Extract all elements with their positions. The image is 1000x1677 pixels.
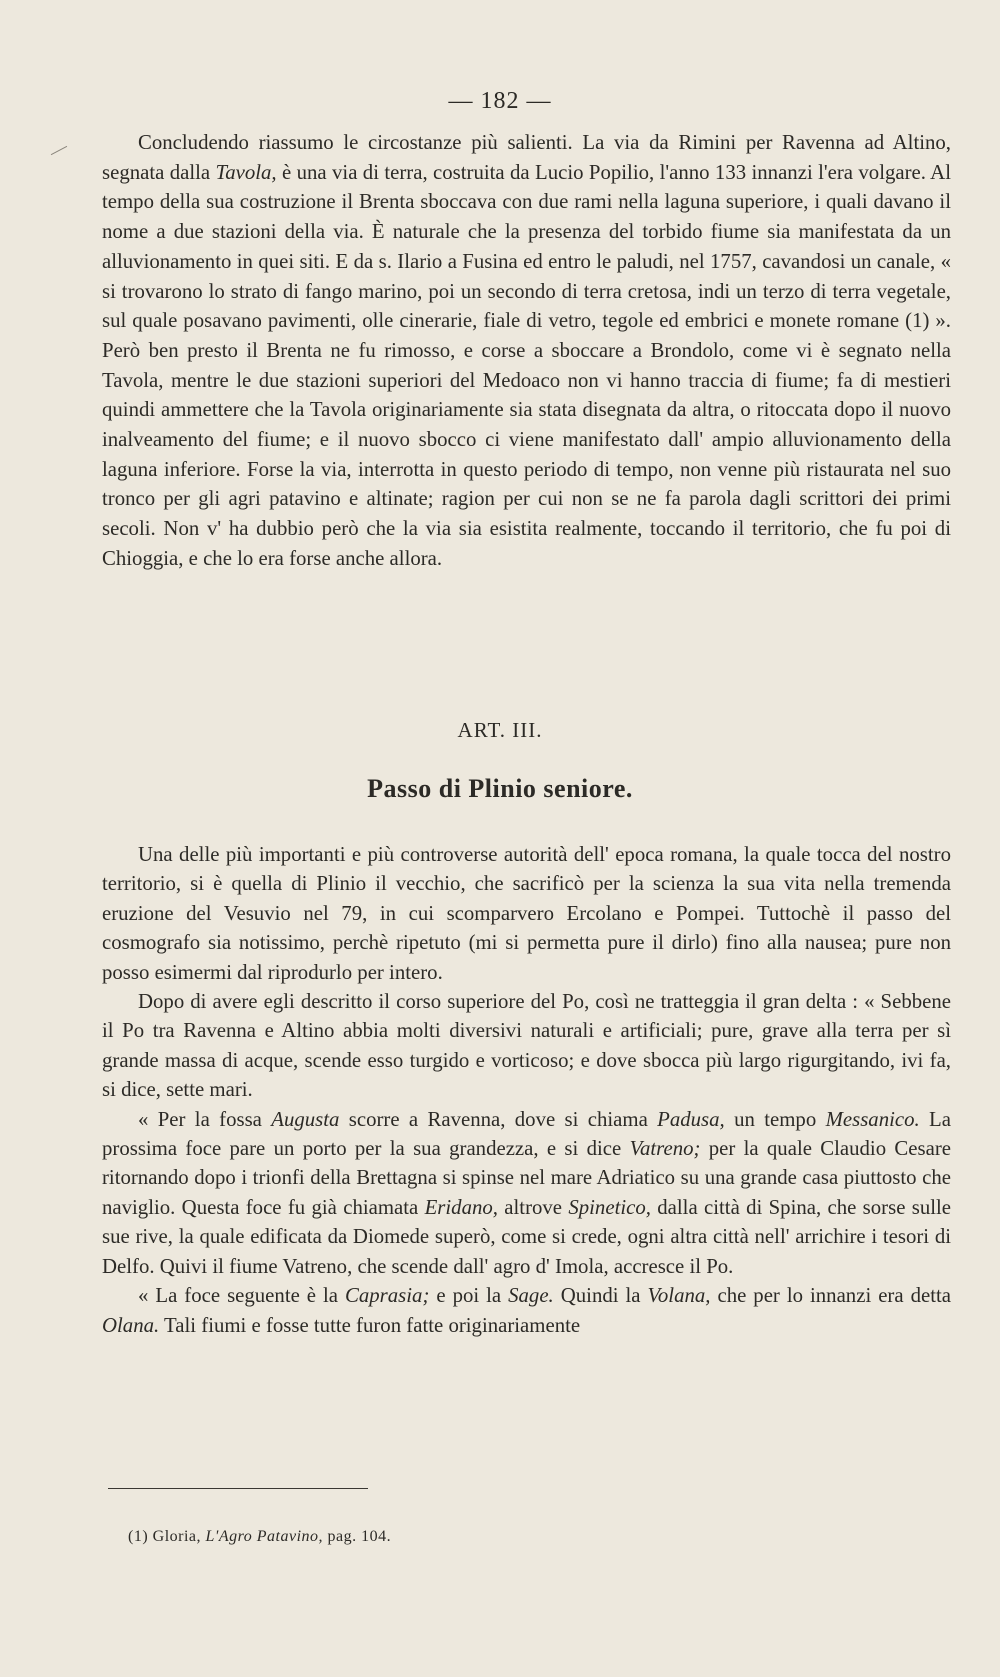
paragraph xyxy=(102,840,951,987)
text-run: « Per la fossa xyxy=(138,1107,272,1131)
body-text xyxy=(102,840,951,1340)
italic-text: Tavola, xyxy=(215,160,277,184)
italic-text: Vatreno; xyxy=(629,1137,701,1161)
section-title: Passo di Plinio seniore. xyxy=(367,774,633,803)
text-run: un tempo xyxy=(724,1107,826,1131)
footnote xyxy=(128,1528,391,1546)
text-run: Una delle più importanti e più controverse autorità dell' epoca romana, la quale tocca del nostro territorio, si è quella di Plinio il vecchio, che sacrificò per la scienza la sua vita nella tremenda eruzione del Vesuvio nel 79, in cui scomparvero Ercolano e Pompei. Tuttochè il passo del cosmografo sia notissimo, perchè ripetuto (mi si permetta pure il dirlo) fino alla nausea; pure non posso esimermi dal riprodurlo per intero. xyxy=(102,843,951,984)
text-run: è una via di terra, costruita da Lucio Popilio, l'anno 133 innanzi l'era volgare. Al tempo della sua costruzione il Brenta sboccava con due rami nella laguna superiore, i quali davano il nome a due stazioni della via. È naturale che la presenza del torbido fiume sia manifestata da un alluvionamento in quei siti. E da s. Ilario a Fusina ed entro le paludi, nel 1757, cavandosi un canale, « si trovarono lo strato di fango marino, poi un secondo di terra cretosa, indi un terzo di terra vegetale, sul quale posavano pavimenti, olle cinerarie, fiale di vetro, tegole ed embrici e monete romane (1) ». Però ben presto il Brenta ne fu rimosso, e corse a sboccare a Brondolo, come vi è segnato nella Tavola, mentre le due stazioni superiori del Medoaco non vi hanno traccia di fiume; fa di mestieri quindi ammettere che la Tavola originariamente sia stata disegnata da altra, o ritoccata dopo il nuovo inalveamento del fiume; e il nuovo sbocco ci viene manifestato dall' ampio alluvionamento della laguna inferiore. Forse la via, interrotta in questo periodo di tempo, non venne più ristaurata nel suo tronco per gli agri patavino e altinate; ragion per cui non se ne fa parola dagli scrittori dei primi secoli. Non v' ha dubbio però che la via sia esistita realmente, toccando il territorio, che fu poi di Chioggia, e che lo era forse anche allora. xyxy=(102,160,951,570)
italic-text: L'Agro Patavino, xyxy=(205,1528,324,1545)
text-run: Quindi la xyxy=(553,1284,648,1308)
italic-text: Padusa, xyxy=(657,1107,725,1131)
text-run: e poi la xyxy=(429,1284,509,1308)
footnote-divider xyxy=(108,1488,368,1489)
text-run: La prossima foce pare un porto per la sua grandezza, e si dice xyxy=(102,1107,951,1161)
paragraph xyxy=(102,987,951,1105)
text-run: « La foce seguente è la xyxy=(138,1284,346,1308)
text-run: che per lo innanzi era detta xyxy=(710,1284,951,1308)
italic-text: Augusta xyxy=(271,1107,340,1131)
text-run: per la quale Claudio Cesare ritornando dopo i trionfi della Brettagna si spinse nel mare Adriatico su una grande casa piuttosto che naviglio. Questa foce fu già chiamata xyxy=(102,1137,951,1219)
margin-pencil-mark xyxy=(51,146,67,155)
italic-text: Eridano, xyxy=(424,1195,498,1219)
text-run: Concludendo riassumo le circostanze più salienti. La via da Rimini per Ravenna ad Altino, segnata dalla xyxy=(102,131,951,184)
text-run: Dopo di avere egli descritto il corso superiore del Po, così ne tratteggia il gran delta : « Sebbene il Po tra Ravenna e Altino abbia molti diversivi naturali e artificiali; pure, grave alla terra per sì grande massa di acque, scende esso turgido e vorticoso; e dove sbocca più largo rigurgitando, ivi fa, si dice, sette mari. xyxy=(102,990,951,1102)
paragraph xyxy=(102,1281,951,1340)
italic-text: Olana. xyxy=(102,1313,160,1337)
italic-text: Messanico. xyxy=(825,1107,920,1131)
paragraph xyxy=(102,1105,951,1281)
text-run: altrove xyxy=(497,1195,569,1219)
paragraph xyxy=(102,128,951,574)
intro-text xyxy=(102,128,951,574)
italic-text: Sage. xyxy=(508,1284,554,1308)
article-number: ART. III. xyxy=(457,718,543,742)
italic-text: Spinetico, xyxy=(568,1195,651,1219)
text-run: scorre a Ravenna, dove si chiama xyxy=(339,1107,658,1131)
text-run: pag. 104. xyxy=(323,1528,392,1545)
italic-text: Caprasia; xyxy=(345,1284,430,1308)
text-run: (1) Gloria, xyxy=(128,1528,206,1545)
text-run: Tali fiumi e fosse tutte furon fatte originariamente xyxy=(159,1313,581,1337)
text-run: dalla città di Spina, che sorse sulle sue rive, la quale edificata da Diomede superò, come si crede, ogni altra città nell' arrichire i tesori di Delfo. Quivi il fiume Vatreno, che scende dall' agro d' Imola, accresce il Po. xyxy=(102,1195,952,1278)
italic-text: Volana, xyxy=(647,1284,711,1308)
page-number: — 182 — xyxy=(448,88,552,114)
